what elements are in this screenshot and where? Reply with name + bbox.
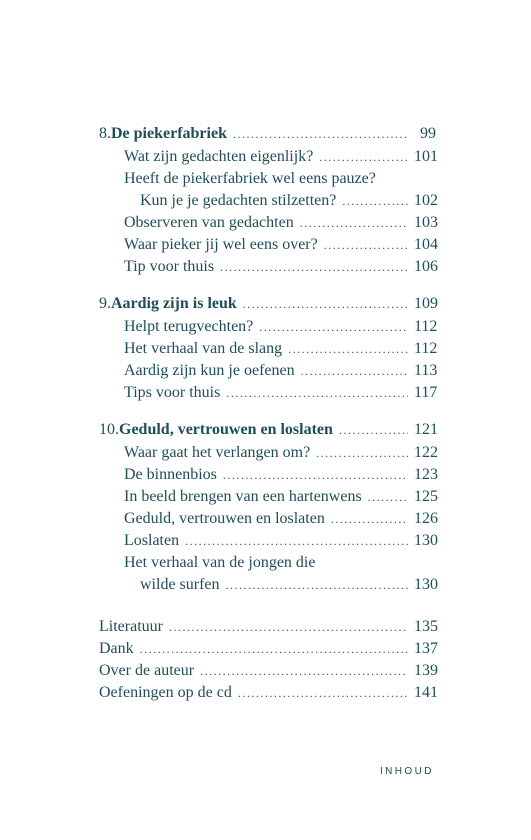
dot-leader [288, 339, 408, 359]
dot-leader [223, 465, 408, 485]
dot-leader [226, 383, 408, 403]
page-number: 113 [414, 362, 438, 379]
dot-leader [169, 617, 408, 637]
toc-entry[interactable] [124, 509, 436, 529]
entry-title: Over de auteur [99, 662, 195, 679]
page-number: 139 [414, 662, 438, 679]
page-number: 102 [414, 192, 438, 209]
entry-title: Observeren van gedachten [124, 214, 294, 231]
toc-entry[interactable] [124, 257, 436, 277]
entry-title: Dank [99, 640, 134, 657]
toc-entry[interactable] [124, 339, 436, 359]
page-number: 103 [414, 214, 438, 231]
page-number: 135 [414, 618, 438, 635]
dot-leader [316, 443, 408, 463]
toc-chapter-9[interactable] [99, 294, 436, 314]
toc-back-matter-entry[interactable] [99, 617, 436, 637]
toc-entry-continuation[interactable] [140, 575, 436, 595]
chapter-number: 9. [99, 295, 111, 312]
dot-leader [331, 509, 408, 529]
entry-title: Heeft de piekerfabriek wel eens pauze? [124, 170, 376, 187]
page-number: 121 [414, 421, 438, 438]
toc-entry[interactable] [124, 465, 436, 485]
toc-back-matter-entry[interactable] [99, 683, 436, 703]
entry-title: Tips voor thuis [124, 384, 221, 401]
page-number: 106 [414, 258, 438, 275]
toc-chapter-10[interactable] [99, 420, 436, 440]
dot-leader [185, 531, 408, 551]
chapter-number: 8. [99, 125, 111, 142]
page-number: 117 [414, 384, 438, 401]
running-head: INHOUD [380, 766, 434, 777]
toc-entry[interactable] [124, 213, 436, 233]
entry-title: Helpt terugvechten? [124, 318, 254, 335]
page-number: 126 [414, 510, 438, 527]
dot-leader [243, 294, 408, 314]
toc-entry[interactable] [124, 531, 436, 551]
page-number: 122 [414, 444, 438, 461]
dot-leader [226, 575, 408, 595]
dot-leader [319, 147, 408, 167]
page-number: 141 [414, 684, 438, 701]
dot-leader [342, 191, 408, 211]
entry-title: In beeld brengen van een hartenwens [124, 488, 362, 505]
chapter-title: De piekerfabriek [111, 125, 227, 142]
page-number: 125 [414, 488, 438, 505]
page-number: 130 [414, 532, 438, 549]
dot-leader [238, 683, 408, 703]
toc-entry[interactable] [124, 317, 436, 337]
toc-entry[interactable] [124, 553, 315, 573]
page-number: 130 [414, 576, 438, 593]
chapter-title: Geduld, vertrouwen en loslaten [119, 421, 333, 438]
toc-chapter-8[interactable] [99, 124, 436, 144]
dot-leader [324, 235, 408, 255]
entry-title: De binnenbios [124, 466, 217, 483]
entry-title: wilde surfen [140, 576, 220, 593]
entry-title: Geduld, vertrouwen en loslaten [124, 510, 325, 527]
entry-title: Literatuur [99, 618, 163, 635]
entry-title: Wat zijn gedachten eigenlijk? [124, 148, 314, 165]
toc-back-matter-entry[interactable] [99, 639, 436, 659]
page-number: 99 [420, 125, 436, 142]
dot-leader [220, 257, 408, 277]
toc-entry[interactable] [124, 443, 436, 463]
dot-leader [233, 124, 408, 144]
dot-leader [259, 317, 408, 337]
toc-entry[interactable] [124, 383, 436, 403]
page-number: 123 [414, 466, 438, 483]
toc-entry[interactable] [124, 487, 436, 507]
page-number: 104 [414, 236, 438, 253]
entry-title: Tip voor thuis [124, 258, 215, 275]
dot-leader [301, 361, 408, 381]
entry-title: Oefeningen op de cd [99, 684, 232, 701]
entry-title: Aardig zijn kun je oefenen [124, 362, 295, 379]
dot-leader [300, 213, 408, 233]
page-number: 137 [414, 640, 438, 657]
entry-title: Kun je je gedachten stilzetten? [140, 192, 337, 209]
entry-title: Het verhaal van de jongen die [124, 554, 316, 571]
toc-entry-continuation[interactable] [140, 191, 436, 211]
toc-entry[interactable] [124, 361, 436, 381]
page-number: 101 [414, 148, 438, 165]
dot-leader [368, 487, 408, 507]
dot-leader [140, 639, 408, 659]
entry-title: Het verhaal van de slang [124, 340, 283, 357]
page-number: 112 [414, 318, 438, 335]
toc-entry[interactable] [124, 235, 436, 255]
chapter-number: 10. [99, 421, 119, 438]
page-number: 112 [414, 340, 438, 357]
dot-leader [339, 420, 408, 440]
entry-title: Waar gaat het verlangen om? [124, 444, 311, 461]
page-number: 109 [414, 295, 438, 312]
chapter-title: Aardig zijn is leuk [111, 295, 237, 312]
entry-title: Waar pieker jij wel eens over? [124, 236, 318, 253]
toc-entry[interactable] [124, 169, 376, 189]
toc-back-matter-entry[interactable] [99, 661, 436, 681]
dot-leader [200, 661, 408, 681]
toc-entry[interactable] [124, 147, 436, 167]
entry-title: Loslaten [124, 532, 180, 549]
